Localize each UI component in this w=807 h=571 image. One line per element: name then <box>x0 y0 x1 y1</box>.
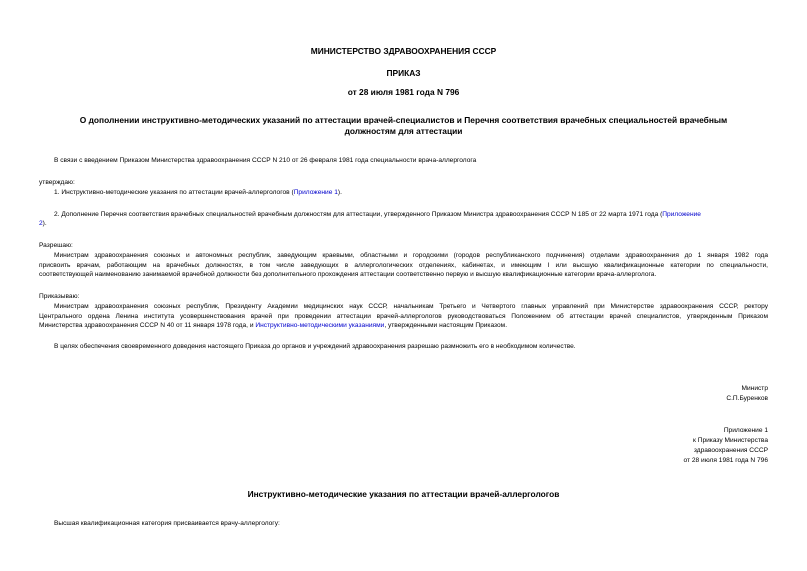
appendix-2-link-part-1[interactable]: Приложение <box>662 211 701 218</box>
title-line-1: О дополнении инструктивно-методических указаний по аттестации врачей-специалистов и Перечня соответствия врачебных специальностей врачебным <box>79 115 728 125</box>
appendix-2-link-part-2[interactable]: 2 <box>39 220 43 227</box>
order-paragraph <box>39 302 768 331</box>
item-2-end: ). <box>42 220 47 227</box>
date-number-heading: от 28 июля 1981 года N 796 <box>347 87 460 97</box>
order-line-3 <box>39 321 768 331</box>
order-line-3-start: Министерства здравоохранения СССР N 40 от 11 января 1978 года, и <box>39 322 256 330</box>
signature-position: Министр <box>741 385 768 392</box>
permit-line-3: соответствующей наименованию занимаемой врачебной должности без дополнительного прохождения аттестации соответственно первую и высшую квалификационные категории врача-аллерголога. <box>39 271 657 279</box>
item-2-text: 2. Дополнение Перечня соответствия врачебных специальностей врачебным должностям для аттестации, утвержденного Приказом Министра здравоохранения СССР N 185 от 22 марта 1971 года ( <box>54 211 663 218</box>
approve-label: утверждаю: <box>39 179 75 186</box>
order-line-3-end: , утвержденными настоящим Приказом. <box>384 322 508 330</box>
order-label: Приказываю: <box>39 293 80 300</box>
doc-type-heading: ПРИКАЗ <box>386 68 421 78</box>
permit-label: Разрешаю: <box>39 242 73 249</box>
appendix-first-paragraph: Высшая квалификационная категория присваивается врачу-аллергологу: <box>54 520 280 527</box>
appendix-1-link[interactable]: Приложение 1 <box>293 189 338 196</box>
order-line-2: Центрального ордена Ленина института усовершенствования врачей при проведении аттестации врачей-аллергологов руководствоваться Положением об аттестации врачей специалистов, утвержденным Приказом <box>39 312 768 320</box>
instructions-link[interactable]: Инструктивно-методическими указаниями <box>255 322 385 330</box>
signature-name: С.П.Буренков <box>726 395 768 402</box>
appendix-label-line-3: здравоохранения СССР <box>693 447 768 454</box>
item-1-end: ). <box>337 189 342 196</box>
item-1 <box>54 188 342 198</box>
permit-paragraph <box>39 251 768 280</box>
item-2-line-2 <box>39 219 47 229</box>
permit-line-2: присвоить врачам, работающим на врачебных должностях, в том числе заведующих в аллергологических отделениях, кабинетах, и имеющим I или высшую квалификационные категории по специальности, <box>39 261 768 269</box>
appendix-title: Инструктивно-методические указания по аттестации врачей-аллергологов <box>247 489 560 499</box>
order-line-1: Министрам здравоохранения союзных республик, Президенту Академии медицинских наук СССР, начальникам Третьего и Четвертого главных управлений при Министерстве здравоохранения СССР, ректору <box>54 303 768 310</box>
permit-line-1: Министрам здравоохранения союзных и автономных республик, заведующим краевыми, областными и городскими (городов республиканского подчинения) отделами здравоохранения до 1 января 1982 года <box>54 252 768 259</box>
item-1-text: 1. Инструктивно-методические указания по аттестации врачей-аллергологов ( <box>54 189 294 196</box>
intro-paragraph: В связи с введением Приказом Министерства здравоохранения СССР N 210 от 26 февраля 1981 года специальности врача-аллерголога <box>54 157 477 164</box>
appendix-label-line-1: Приложение 1 <box>723 427 768 434</box>
appendix-label-line-4: от 28 июля 1981 года N 796 <box>683 457 768 464</box>
item-2-line-1 <box>54 210 701 220</box>
title-line-2: должностям для аттестации <box>344 126 463 136</box>
ministry-heading: МИНИСТЕРСТВО ЗДРАВООХРАНЕНИЯ СССР <box>310 46 497 56</box>
appendix-label-line-2: к Приказу Министерства <box>693 437 768 444</box>
closing-paragraph: В целях обеспечения своевременного доведения настоящего Приказа до органов и учреждений здравоохранения разрешаю размножить его в необходимом количестве. <box>54 343 576 350</box>
